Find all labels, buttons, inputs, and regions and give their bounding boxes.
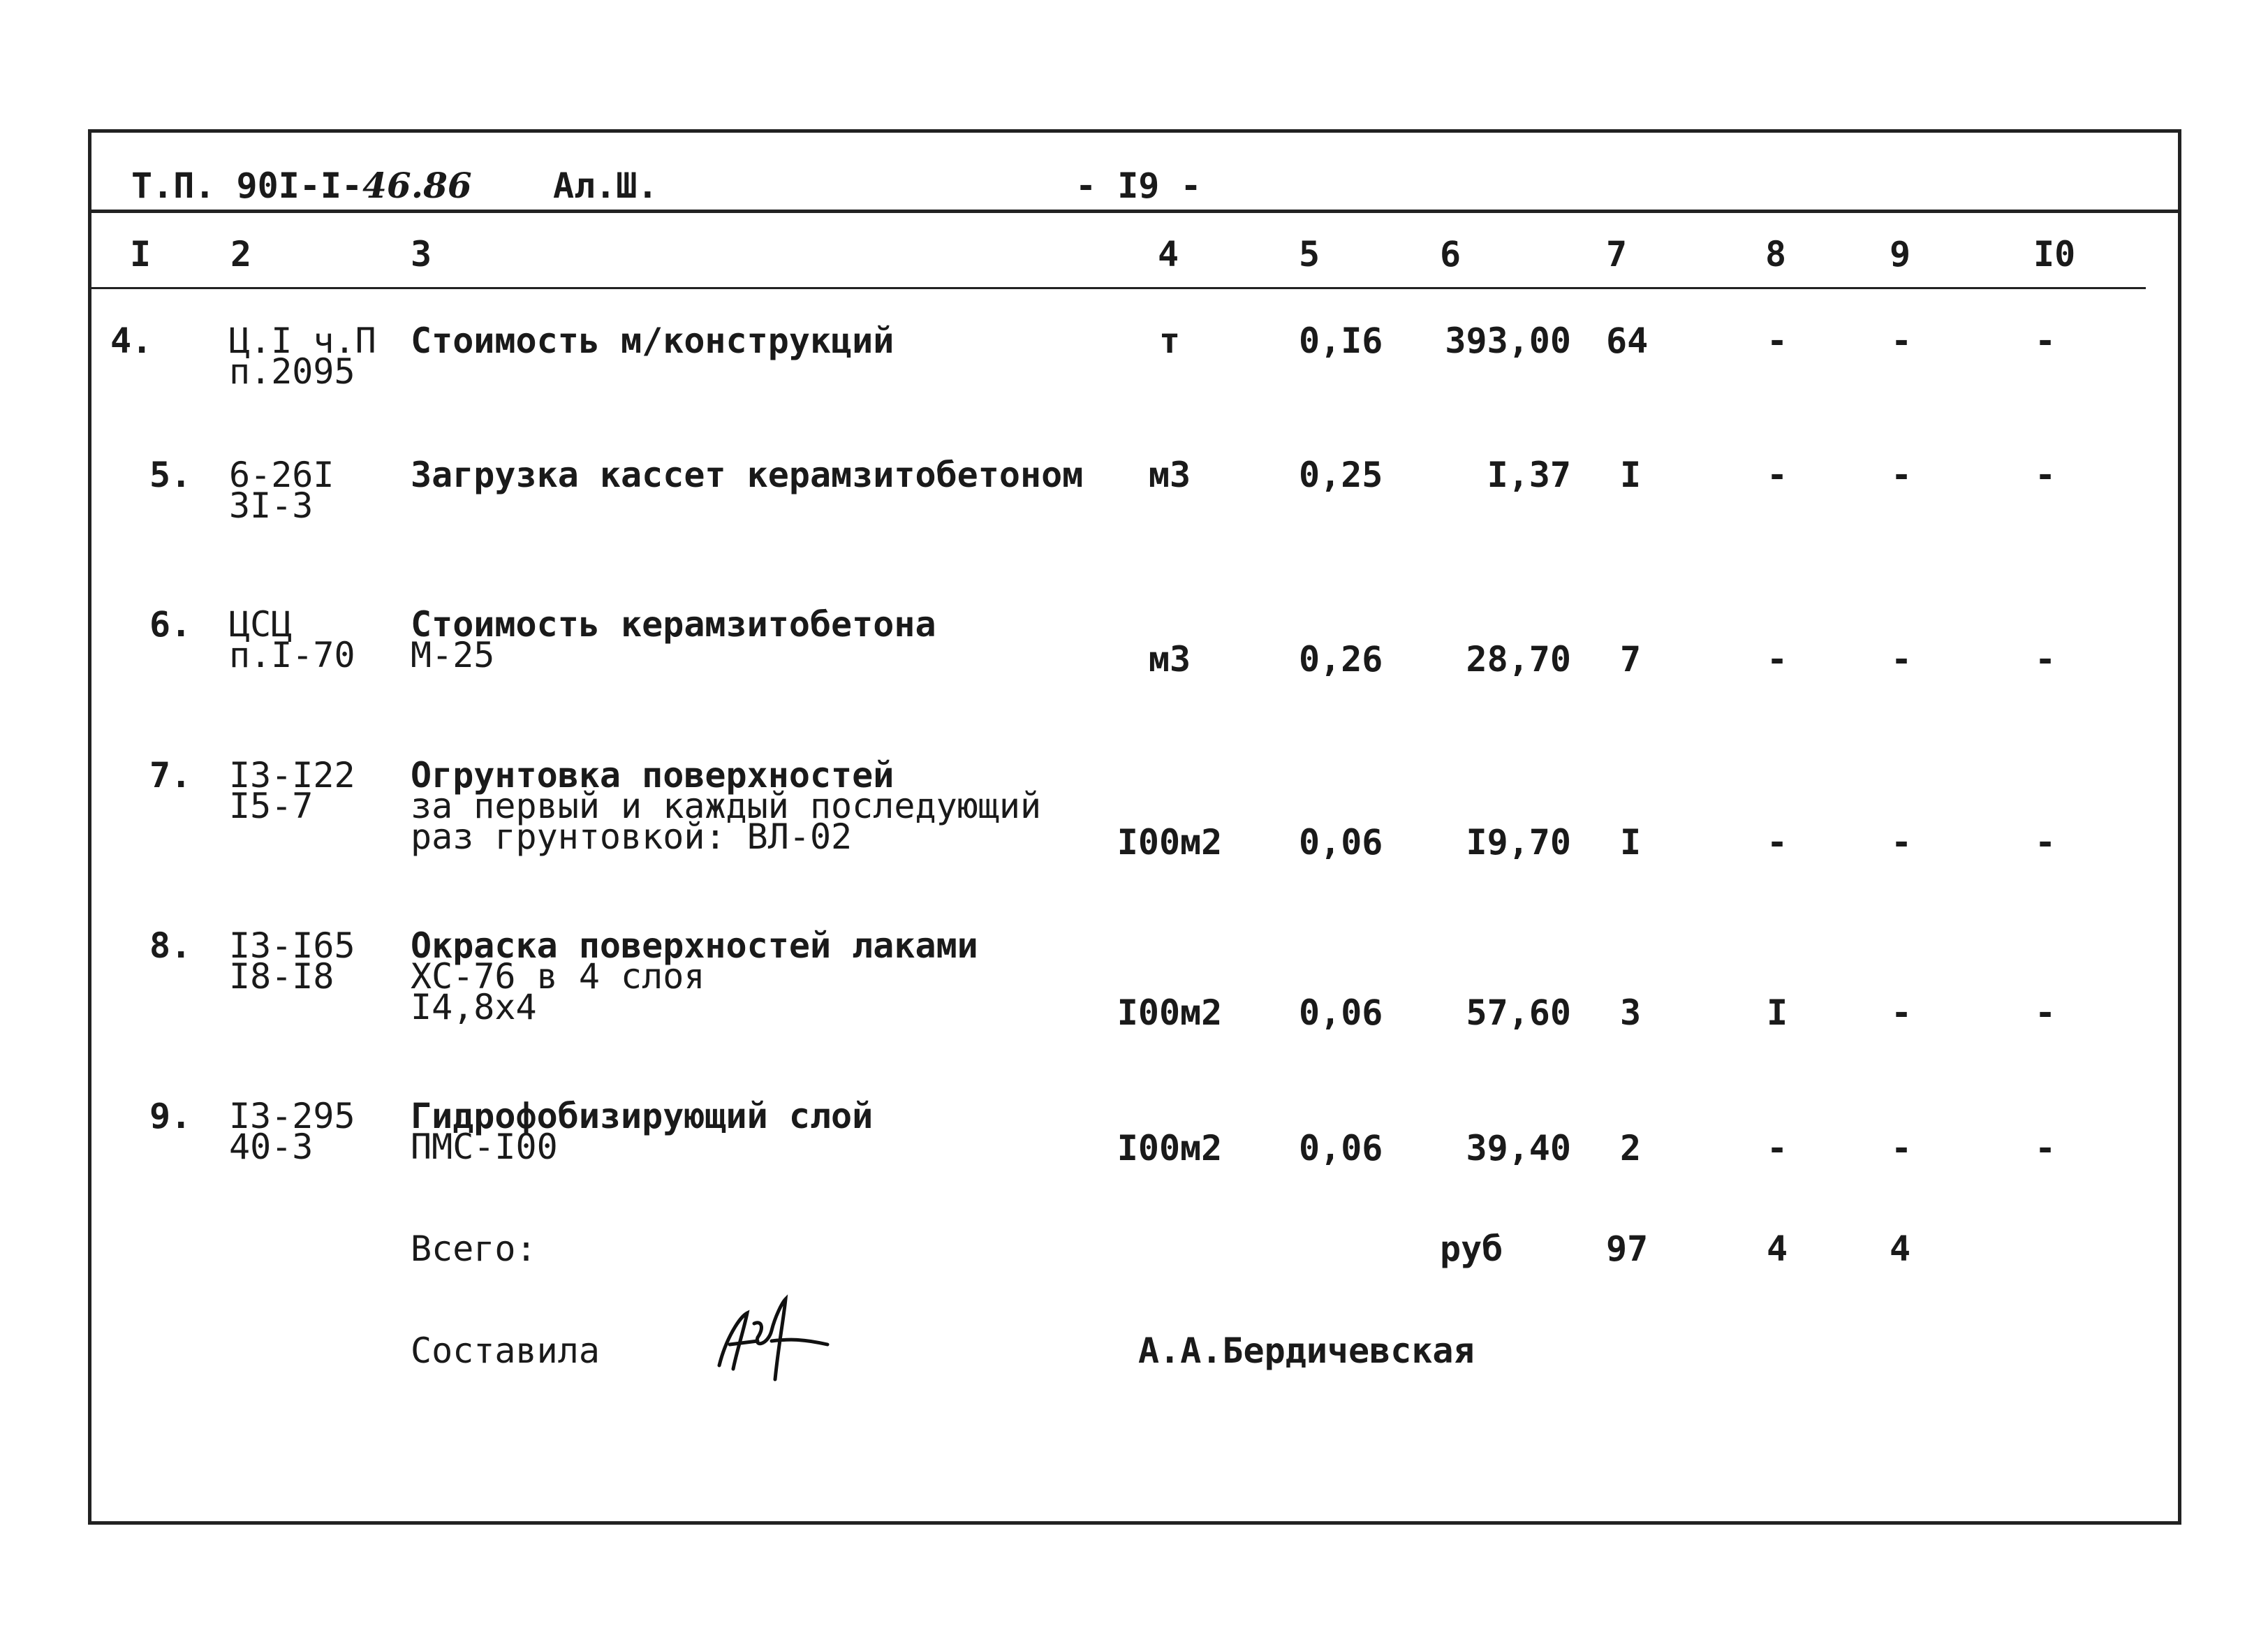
row-unit: т bbox=[1158, 321, 1181, 361]
row-price: 39,40 bbox=[1466, 1128, 1571, 1168]
row-quantity: 0,06 bbox=[1299, 822, 1383, 863]
row-col10: - bbox=[2035, 822, 2056, 863]
row-col9: - bbox=[1891, 822, 1913, 863]
row-code-line-2: 3I-3 bbox=[229, 485, 314, 526]
row-description-line-2: за первый и каждый последующий bbox=[411, 786, 1042, 826]
row-col7: 7 bbox=[1620, 639, 1642, 680]
row-number: 5. bbox=[149, 455, 192, 495]
row-quantity: 0,25 bbox=[1299, 455, 1383, 495]
row-description-line-1: Огрунтовка поверхностей bbox=[411, 755, 894, 796]
row-col7: I bbox=[1620, 455, 1642, 495]
row-unit: м3 bbox=[1148, 455, 1191, 495]
row-col7: 3 bbox=[1620, 992, 1642, 1033]
col-header-2: 2 bbox=[230, 234, 252, 274]
col-header-4: 4 bbox=[1158, 234, 1179, 274]
row-description-line-2: ПМС-I00 bbox=[411, 1127, 558, 1167]
row-col10: - bbox=[2035, 455, 2056, 495]
total-col7: 97 bbox=[1606, 1229, 1649, 1269]
row-description-line-1: Загрузка кассет керамзитобетоном bbox=[411, 455, 1084, 495]
row-code-line-1: Ц.I ч.П bbox=[229, 321, 376, 361]
signature bbox=[705, 1289, 838, 1386]
row-number: 8. bbox=[149, 925, 192, 966]
total-col9: 4 bbox=[1890, 1229, 1911, 1269]
total-col8: 4 bbox=[1767, 1229, 1788, 1269]
row-col7: 2 bbox=[1620, 1128, 1642, 1168]
total-label: Всего: bbox=[411, 1229, 537, 1269]
row-col8: - bbox=[1767, 822, 1788, 863]
row-unit: I00м2 bbox=[1117, 992, 1223, 1033]
row-number: 9. bbox=[149, 1096, 192, 1136]
row-col8: - bbox=[1767, 639, 1788, 680]
col-header-10: I0 bbox=[2033, 234, 2076, 274]
row-quantity: 0,26 bbox=[1299, 639, 1383, 680]
row-code-line-1: ЦСЦ bbox=[229, 604, 293, 645]
col-header-8: 8 bbox=[1765, 234, 1787, 274]
columns-rule bbox=[91, 287, 2146, 289]
row-number: 4. bbox=[110, 321, 153, 361]
row-code-line-1: I3-I65 bbox=[229, 925, 355, 966]
row-col8: - bbox=[1767, 1128, 1788, 1168]
row-quantity: 0,I6 bbox=[1299, 321, 1383, 361]
row-col8: I bbox=[1767, 992, 1788, 1033]
row-code-line-2: 40-3 bbox=[229, 1127, 314, 1167]
compiled-by-label: Составила bbox=[411, 1331, 600, 1371]
row-col10: - bbox=[2035, 992, 2056, 1033]
page-number: - I9 - bbox=[1075, 166, 1202, 206]
col-header-5: 5 bbox=[1299, 234, 1320, 274]
row-description-line-3: I4,8х4 bbox=[411, 987, 537, 1027]
row-description-line-1: Стоимость м/конструкций bbox=[411, 321, 894, 361]
row-description-line-2: М-25 bbox=[411, 635, 495, 675]
row-col8: - bbox=[1767, 455, 1788, 495]
row-price: I9,70 bbox=[1466, 822, 1571, 863]
doc-handwritten-number: 46.86 bbox=[362, 165, 472, 206]
row-code-line-2: I5-7 bbox=[229, 786, 314, 826]
row-price: I,37 bbox=[1487, 455, 1571, 495]
row-quantity: 0,06 bbox=[1299, 1128, 1383, 1168]
row-code-line-2: п.2095 bbox=[229, 351, 355, 392]
row-number: 7. bbox=[149, 755, 192, 796]
col-header-3: 3 bbox=[411, 234, 432, 274]
row-col7: I bbox=[1620, 822, 1642, 863]
row-col10: - bbox=[2035, 639, 2056, 680]
total-unit: руб bbox=[1440, 1229, 1503, 1269]
row-col9: - bbox=[1891, 992, 1913, 1033]
row-col10: - bbox=[2035, 1128, 2056, 1168]
row-code-line-1: I3-295 bbox=[229, 1096, 355, 1136]
row-col9: - bbox=[1891, 639, 1913, 680]
row-description-line-3: раз грунтовкой: ВЛ-02 bbox=[411, 816, 853, 857]
row-description-line-2: ХС-76 в 4 слоя bbox=[411, 956, 705, 997]
row-code-line-1: 6-26I bbox=[229, 455, 334, 495]
row-price: 393,00 bbox=[1445, 321, 1571, 361]
header-rule bbox=[91, 210, 2178, 213]
row-code-line-1: I3-I22 bbox=[229, 755, 355, 796]
row-description-line-1: Гидрофобизирующий слой bbox=[411, 1096, 874, 1136]
col-header-1: I bbox=[130, 234, 152, 274]
row-col9: - bbox=[1891, 321, 1913, 361]
col-header-6: 6 bbox=[1440, 234, 1461, 274]
row-col9: - bbox=[1891, 455, 1913, 495]
row-unit: I00м2 bbox=[1117, 1128, 1223, 1168]
row-number: 6. bbox=[149, 604, 192, 645]
row-unit: м3 bbox=[1148, 639, 1191, 680]
row-col8: - bbox=[1767, 321, 1788, 361]
row-quantity: 0,06 bbox=[1299, 992, 1383, 1033]
row-col9: - bbox=[1891, 1128, 1913, 1168]
row-description-line-1: Стоимость керамзитобетона bbox=[411, 604, 936, 645]
row-price: 57,60 bbox=[1466, 992, 1571, 1033]
doc-prefix: Т.П. 90I-I- bbox=[131, 166, 363, 206]
doc-number bbox=[131, 165, 472, 206]
row-col10: - bbox=[2035, 321, 2056, 361]
row-code-line-2: I8-I8 bbox=[229, 956, 334, 997]
row-col7: 64 bbox=[1606, 321, 1649, 361]
row-price: 28,70 bbox=[1466, 639, 1571, 680]
album-label: Ал.Ш. bbox=[553, 166, 658, 206]
col-header-7: 7 bbox=[1606, 234, 1628, 274]
compiler-name: А.А.Бердичевская bbox=[1138, 1331, 1475, 1371]
row-code-line-2: п.I-70 bbox=[229, 635, 355, 675]
col-header-9: 9 bbox=[1890, 234, 1911, 274]
row-unit: I00м2 bbox=[1117, 822, 1223, 863]
row-description-line-1: Окраска поверхностей лаками bbox=[411, 925, 978, 966]
